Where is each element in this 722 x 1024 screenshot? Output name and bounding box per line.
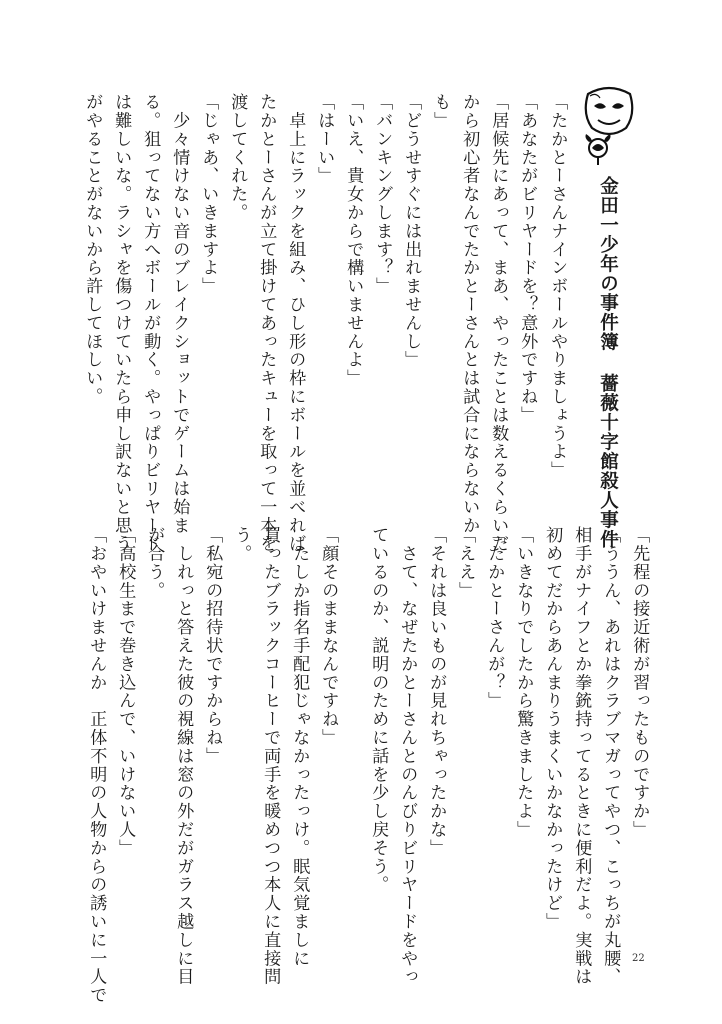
text-line: 初めてだからあんまりうまくいかなかったけど」	[542, 526, 563, 931]
text-line: は難しいな。ラシャを傷つけていたら申し訳ないと思う	[111, 93, 132, 553]
text-line: 「高校生まで巻き込んで、いけない人」	[115, 526, 136, 858]
text-line: る。狙ってない方へボールが動く。やっぱりビリヤード	[140, 93, 161, 553]
text-line: 「たかとーさんが？」	[484, 526, 505, 710]
text-line: 「私宛の招待状ですからね」	[202, 526, 223, 766]
text-line: も」	[430, 93, 451, 130]
text-line: 「ううん、あれはクラブマガってやつ、こっちが丸腰、	[600, 526, 621, 986]
text-line: 「居候先にあって、まあ、やったことは数えるくらいだ	[488, 93, 509, 553]
text-line: 渡してくれた。	[227, 93, 248, 222]
text-line: 「先程の接近術が習ったものですか」	[629, 526, 650, 839]
text-line: しれっと答えた彼の視線は窓の外だがガラス越しに目	[173, 526, 194, 986]
text-line: う。	[231, 526, 252, 563]
text-line: 「バンキングします？」	[372, 93, 393, 296]
page-number: 22	[632, 953, 645, 964]
text-line: 「いきなりでしたから驚きましたよ」	[513, 526, 534, 839]
text-line: が合う。	[144, 526, 165, 600]
text-line: がやることがないから許してほしい。	[82, 93, 103, 406]
text-line: 「いえ、貴女からで構いませんよ」	[343, 93, 364, 388]
text-line: 「ええ」	[455, 526, 476, 600]
title-series: 金田一少年の事件簿	[597, 176, 619, 352]
text-line: 相手がナイフとか拳銃持ってるときに便利だよ。実戦は	[571, 526, 592, 986]
text-line: 「たかとーさんナインボールやりましょうよ」	[547, 93, 568, 480]
text-line: ているのか、説明のために話を少し戻そう。	[368, 526, 389, 894]
title-episode: 薔薇十字館殺人事件	[597, 373, 619, 549]
text-line: 「はーい」	[314, 93, 335, 185]
text-line: 「どうせすぐには出れませんし」	[401, 93, 422, 369]
text-line: 「顔そのままなんですね」	[318, 526, 339, 747]
text-line: 「あなたがビリヤードを？意外ですね」	[517, 93, 538, 425]
text-line: 「おやいけませんか 正体不明の人物からの誘いに一人で	[86, 526, 107, 1005]
text-line: さて、なぜたかとーさんとのんびりビリヤードをやっ	[397, 526, 418, 986]
text-line: 買ったブラックコーヒーで両手を暖めつつ本人に直接問	[260, 526, 281, 986]
mask-and-rose-icon	[576, 84, 642, 166]
text-line: から初心者なんでたかとーさんとは試合にならないか	[459, 93, 480, 535]
text-line: たしか指名手配犯じゃなかったっけ。眠気覚ましに	[289, 526, 310, 968]
text-line: 「それは良いものが見れちゃったかな」	[426, 526, 447, 858]
text-line: 「じゃあ、いきますよ」	[198, 93, 219, 296]
book-title	[598, 176, 617, 549]
text-line: たかとーさんが立て掛けてあったキューを取って一本を	[256, 93, 277, 553]
text-line: 卓上にラックを組み、ひし形の枠にボールを並べれば	[285, 93, 306, 553]
text-line: 少々情けない音のブレイクショットでゲームは始ま	[169, 93, 190, 535]
